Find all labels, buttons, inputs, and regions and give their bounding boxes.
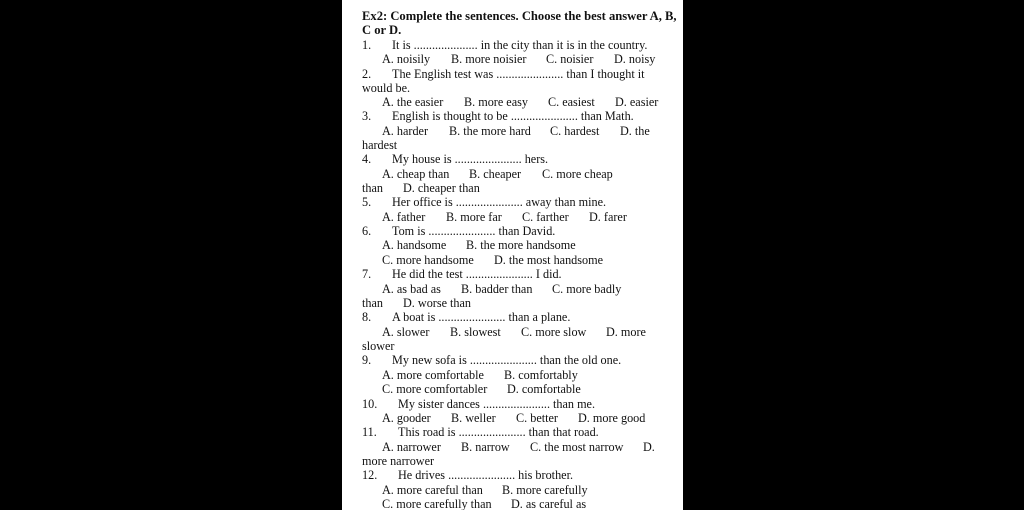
question-6-options-2: [362, 253, 677, 267]
question-number: 2.: [362, 67, 372, 81]
question-8-cont: slower: [362, 339, 395, 353]
option-a: A. the easier: [382, 95, 444, 109]
question-text: My house is ...................... hers.: [392, 152, 549, 166]
option-b: B. comfortably: [504, 368, 578, 382]
option-a: A. as bad as: [382, 282, 441, 296]
option-c: C. more carefully than: [382, 497, 492, 510]
question-10: [362, 397, 677, 411]
question-3: [362, 109, 677, 123]
question-5-options: [362, 210, 677, 224]
option-c: C. more cheap: [542, 167, 613, 181]
question-text: The English test was ...................... than I thought it: [392, 67, 645, 81]
option-a: A. more comfortable: [382, 368, 484, 382]
option-d: D.: [643, 440, 655, 454]
question-4-options: [362, 167, 677, 181]
option-b: B. more far: [446, 210, 502, 224]
option-c: C. easiest: [548, 95, 595, 109]
question-8: [362, 310, 677, 324]
question-text: My new sofa is ...................... than the old one.: [392, 353, 622, 367]
question-7-cont: [362, 296, 677, 310]
question-number: 7.: [362, 267, 372, 281]
option-d: D. more good: [578, 411, 646, 425]
option-a: A. cheap than: [382, 167, 450, 181]
option-c: C. more handsome: [382, 253, 474, 267]
question-9-options: [362, 368, 677, 382]
question-text: Her office is ...................... away than mine.: [392, 195, 607, 209]
option-a: A. father: [382, 210, 426, 224]
question-text: My sister dances ...................... than me.: [398, 397, 595, 411]
question-3-cont: hardest: [362, 138, 398, 152]
question-text: A boat is ...................... than a plane.: [392, 310, 571, 324]
question-number: 9.: [362, 353, 372, 367]
option-a: A. narrower: [382, 440, 441, 454]
option-b: B. more carefully: [502, 483, 588, 497]
question-number: 8.: [362, 310, 372, 324]
option-d: D. farer: [589, 210, 627, 224]
question-7-options: [362, 282, 677, 296]
question-11: [362, 425, 677, 439]
question-5: [362, 195, 677, 209]
option-d: D. easier: [615, 95, 659, 109]
option-d: D. as careful as: [511, 497, 587, 510]
question-number: 6.: [362, 224, 372, 238]
question-1-options: [362, 52, 677, 66]
question-6-options: [362, 238, 677, 252]
option-a: A. noisily: [382, 52, 431, 66]
option-a: A. slower: [382, 325, 430, 339]
question-4-cont: [362, 181, 677, 195]
question-number: 12.: [362, 468, 378, 482]
question-text: Tom is ...................... than David.: [392, 224, 556, 238]
option-a: A. more careful than: [382, 483, 483, 497]
question-2-cont: would be.: [362, 81, 411, 95]
question-number: 10.: [362, 397, 378, 411]
option-d: D. the: [620, 124, 650, 138]
option-b: B. the more handsome: [466, 238, 576, 252]
option-c: C. more comfortabler: [382, 382, 488, 396]
question-text: He drives ...................... his brother.: [398, 468, 574, 482]
question-text: He did the test ...................... I did.: [392, 267, 562, 281]
option-b: B. more easy: [464, 95, 528, 109]
option-b: B. badder than: [461, 282, 533, 296]
question-12-options: [362, 483, 677, 497]
question-7: [362, 267, 677, 281]
question-1: [362, 38, 677, 52]
option-d: D. the most handsome: [494, 253, 603, 267]
option-d: D. comfortable: [507, 382, 581, 396]
option-c: C. farther: [522, 210, 569, 224]
option-b: B. the more hard: [449, 124, 531, 138]
continuation-text: than: [362, 181, 383, 195]
question-text: It is ..................... in the city than it is in the country.: [392, 38, 648, 52]
question-10-options: [362, 411, 677, 425]
option-c: C. the most narrow: [530, 440, 624, 454]
question-4: [362, 152, 677, 166]
question-12: [362, 468, 677, 482]
question-8-options: [362, 325, 677, 339]
option-b: B. slowest: [450, 325, 501, 339]
option-a: A. handsome: [382, 238, 447, 252]
option-a: A. gooder: [382, 411, 431, 425]
option-b: B. cheaper: [469, 167, 522, 181]
option-d: D. noisy: [614, 52, 656, 66]
exercise-title-cont: C or D.: [362, 23, 402, 37]
option-c: C. more slow: [521, 325, 587, 339]
question-2: [362, 67, 677, 81]
option-d: D. worse than: [403, 296, 472, 310]
question-text: English is thought to be ...................... than Math.: [392, 109, 634, 123]
question-11-options: [362, 440, 677, 454]
option-a: A. harder: [382, 124, 429, 138]
exercise-title: Ex2: Complete the sentences. Choose the best answer A, B,: [362, 9, 677, 23]
question-9: [362, 353, 677, 367]
question-text: This road is ...................... than that road.: [398, 425, 599, 439]
option-c: C. better: [516, 411, 558, 425]
question-number: 11.: [362, 425, 377, 439]
question-number: 3.: [362, 109, 372, 123]
option-d: D. more: [606, 325, 646, 339]
option-c: C. more badly: [552, 282, 622, 296]
question-number: 1.: [362, 38, 372, 52]
option-b: B. narrow: [461, 440, 510, 454]
question-2-options: [362, 95, 677, 109]
worksheet-page: [342, 0, 683, 510]
question-11-cont: more narrower: [362, 454, 435, 468]
option-c: C. noisier: [546, 52, 594, 66]
option-d: D. cheaper than: [403, 181, 480, 195]
question-3-options: [362, 124, 677, 138]
option-c: C. hardest: [550, 124, 600, 138]
question-9-options-2: [362, 382, 677, 396]
question-number: 4.: [362, 152, 372, 166]
continuation-text: than: [362, 296, 383, 310]
option-b: B. weller: [451, 411, 496, 425]
question-12-options-2: [362, 497, 677, 510]
question-number: 5.: [362, 195, 372, 209]
question-6: [362, 224, 677, 238]
option-b: B. more noisier: [451, 52, 527, 66]
